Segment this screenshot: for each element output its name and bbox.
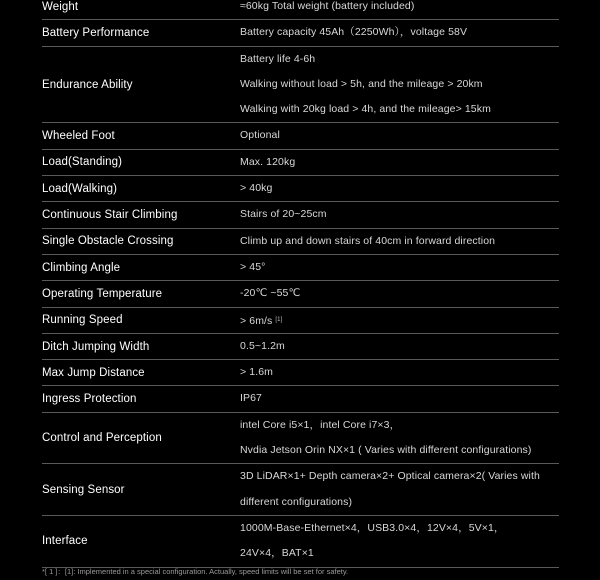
spec-value <box>240 255 559 280</box>
spec-values <box>240 202 559 227</box>
spec-values <box>240 123 559 148</box>
spec-values <box>240 20 559 45</box>
spec-values <box>240 413 559 464</box>
spec-label: Control and Perception <box>42 432 162 445</box>
spec-row <box>42 281 559 307</box>
spec-row <box>42 0 559 20</box>
spec-value-text: Stairs of 20~25cm <box>240 208 327 221</box>
spec-row <box>42 150 559 176</box>
spec-value <box>240 541 559 566</box>
spec-label: Operating Temperature <box>42 287 163 300</box>
spec-row <box>42 255 559 281</box>
spec-label: Wheeled Foot <box>42 130 115 143</box>
spec-label: Continuous Stair Climbing <box>42 209 178 222</box>
spec-value-text: Climb up and down stairs of 40cm in forward direction <box>240 234 496 247</box>
spec-value <box>240 123 559 148</box>
spec-row <box>42 47 559 124</box>
spec-value <box>240 20 559 45</box>
spec-values <box>240 386 559 411</box>
spec-value <box>240 438 559 463</box>
spec-row <box>42 202 559 228</box>
spec-value <box>240 490 559 515</box>
spec-label: Load(Standing) <box>42 156 123 169</box>
spec-value <box>240 281 559 306</box>
spec-label: Ingress Protection <box>42 393 137 406</box>
spec-row <box>42 123 559 149</box>
spec-value-text: Walking with 20kg load > 4h, and the mileage> 15km <box>240 103 491 116</box>
spec-value-text: IP67 <box>240 392 262 405</box>
spec-value-text: Max. 120kg <box>240 155 296 168</box>
spec-label: Running Speed <box>42 314 123 327</box>
spec-value <box>240 516 559 541</box>
spec-row <box>42 464 559 516</box>
spec-row <box>42 386 559 412</box>
spec-value <box>240 202 559 227</box>
spec-values <box>240 281 559 306</box>
spec-value-text: Battery capacity 45Ah（2250Wh），voltage 58V <box>240 26 468 39</box>
footnote: *[ 1 ]：[1]: Implemented in a special configuration. Actually, speed limits will be set for safety. <box>42 567 349 576</box>
spec-value <box>240 413 559 438</box>
spec-row <box>42 20 559 46</box>
spec-label: Battery Performance <box>42 26 150 39</box>
spec-value <box>240 176 559 201</box>
spec-value-text: > 40kg <box>240 182 273 195</box>
spec-label: Load(Walking) <box>42 182 118 195</box>
spec-label: Interface <box>42 535 88 548</box>
spec-label: Ditch Jumping Width <box>42 340 150 353</box>
spec-values <box>240 516 559 567</box>
spec-value-text: intel Core i5×1，intel Core i7×3， <box>240 418 401 431</box>
spec-row <box>42 229 559 255</box>
spec-label: Endurance Ability <box>42 78 133 91</box>
spec-value <box>240 464 559 489</box>
spec-values <box>240 0 559 19</box>
spec-row <box>42 334 559 360</box>
spec-row <box>42 413 559 465</box>
spec-value-text: > 6m/s <box>240 314 273 327</box>
spec-value <box>240 150 559 175</box>
spec-value <box>240 308 559 333</box>
spec-value-text: Battery life 4-6h <box>240 52 316 65</box>
spec-values <box>240 47 559 123</box>
spec-value-text: Optional <box>240 129 280 142</box>
spec-value <box>240 229 559 254</box>
spec-value-text: > 45° <box>240 260 266 273</box>
spec-value <box>240 386 559 411</box>
spec-label: Sensing Sensor <box>42 483 125 496</box>
spec-row <box>42 308 559 334</box>
spec-value <box>240 360 559 385</box>
spec-row <box>42 516 559 568</box>
spec-value-text: 24V×4，BAT×1 <box>240 547 314 560</box>
spec-row <box>42 176 559 202</box>
spec-value <box>240 72 559 97</box>
footnote-marker: [1] <box>275 316 283 323</box>
spec-label: Weight <box>42 0 79 13</box>
spec-value <box>240 334 559 359</box>
spec-values <box>240 464 559 515</box>
spec-value-text: 1000M-Base-Ethernet×4，USB3.0×4，12V×4，5V×1， <box>240 521 505 534</box>
spec-value-text: Nvdia Jetson Orin NX×1 ( Varies with different configurations) <box>240 444 532 457</box>
spec-value <box>240 47 559 72</box>
spec-values <box>240 176 559 201</box>
spec-label: Climbing Angle <box>42 261 121 274</box>
spec-value <box>240 97 559 122</box>
spec-value-text: 0.5~1.2m <box>240 339 285 352</box>
spec-values <box>240 360 559 385</box>
spec-value-text: different configurations) <box>240 495 353 508</box>
spec-row <box>42 360 559 386</box>
spec-values <box>240 255 559 280</box>
spec-value-text: Walking without load > 5h, and the mileage > 20km <box>240 77 483 90</box>
spec-value-text: > 1.6m <box>240 366 273 379</box>
spec-value-text: 3D LiDAR×1+ Depth camera×2+ Optical camera×2( Varies with <box>240 470 540 483</box>
spec-table <box>42 0 559 568</box>
spec-values <box>240 308 559 333</box>
spec-label: Single Obstacle Crossing <box>42 235 174 248</box>
spec-values <box>240 334 559 359</box>
spec-values <box>240 229 559 254</box>
spec-value-text: -20℃ ~55℃ <box>240 287 301 300</box>
spec-label: Max Jump Distance <box>42 366 145 379</box>
spec-values <box>240 150 559 175</box>
spec-value <box>240 0 559 19</box>
spec-value-text: ≈60kg Total weight (battery included) <box>240 0 415 12</box>
